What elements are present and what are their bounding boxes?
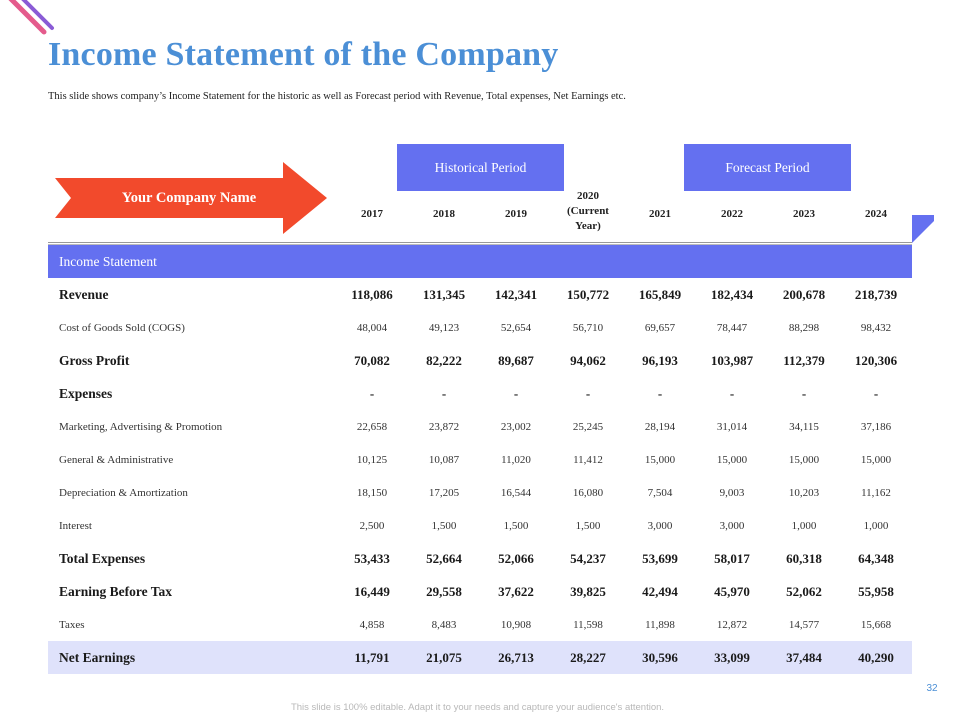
table-row	[48, 575, 912, 608]
row-label: General & Administrative	[59, 453, 174, 466]
table-cell: 28,227	[570, 649, 606, 665]
row-label: Cost of Goods Sold (COGS)	[59, 321, 185, 334]
table-cell: 11,412	[573, 453, 603, 466]
table-row	[48, 509, 912, 542]
table-cell: 33,099	[714, 649, 750, 665]
table-cell: 52,664	[426, 550, 462, 566]
table-cell: 31,014	[716, 420, 748, 433]
table-cell: 12,872	[716, 618, 748, 631]
table-cell: 29,558	[426, 583, 462, 599]
table-cell: -	[441, 385, 447, 401]
table-cell: 1,500	[575, 519, 601, 532]
company-name-label: Your Company Name	[121, 189, 257, 206]
table-cell: 16,449	[354, 583, 390, 599]
table-cell: 10,087	[428, 453, 460, 466]
table-cell: 150,772	[566, 286, 610, 302]
table-cell: 58,017	[714, 550, 750, 566]
historical-period-header: Historical Period	[397, 144, 564, 191]
table-cell: 89,687	[498, 352, 534, 368]
table-row	[48, 542, 912, 575]
table-cell: 37,622	[498, 583, 534, 599]
corner-tab-decoration	[912, 215, 934, 243]
table-cell: 1,000	[863, 519, 889, 532]
table-cell: 15,000	[788, 453, 820, 466]
table-cell: 64,348	[858, 550, 894, 566]
row-label: Gross Profit	[59, 352, 130, 368]
table-cell: 52,654	[500, 321, 532, 334]
table-cell: 15,000	[716, 453, 748, 466]
income-statement-section-header: Income Statement	[48, 245, 912, 278]
table-cell: 49,123	[428, 321, 460, 334]
table-cell: -	[657, 385, 663, 401]
table-cell: 78,447	[716, 321, 748, 334]
table-cell: 98,432	[860, 321, 892, 334]
year-header-2: 2019	[505, 208, 527, 220]
row-label: Taxes	[59, 618, 85, 631]
table-row	[48, 476, 912, 509]
table-cell: 120,306	[854, 352, 898, 368]
table-cell: 103,987	[710, 352, 754, 368]
table-cell: 131,345	[422, 286, 466, 302]
table-cell: 7,504	[647, 486, 673, 499]
table-cell: 10,203	[788, 486, 820, 499]
table-cell: 22,658	[356, 420, 388, 433]
year-header-4: 2021	[649, 208, 671, 220]
table-cell: 15,000	[860, 453, 892, 466]
table-cell: 16,080	[572, 486, 604, 499]
table-row	[48, 608, 912, 641]
row-label: Net Earnings	[59, 649, 136, 665]
row-label: Expenses	[59, 385, 113, 401]
table-cell: 55,958	[858, 583, 894, 599]
table-cell: 34,115	[789, 420, 819, 433]
table-cell: 11,898	[645, 618, 675, 631]
table-cell: 40,290	[858, 649, 894, 665]
table-cell: 1,500	[503, 519, 529, 532]
table-cell: 9,003	[719, 486, 745, 499]
year-header-0: 2017	[361, 208, 383, 220]
table-cell: 11,598	[573, 618, 603, 631]
table-cell: 21,075	[426, 649, 462, 665]
table-row	[48, 410, 912, 443]
table-cell: 14,577	[788, 618, 820, 631]
table-cell: 25,245	[572, 420, 604, 433]
table-cell: 18,150	[356, 486, 388, 499]
table-cell: 11,020	[501, 453, 531, 466]
table-cell: 42,494	[642, 583, 678, 599]
table-cell: 69,657	[644, 321, 676, 334]
table-cell: 11,791	[354, 649, 390, 665]
table-cell: -	[801, 385, 807, 401]
footer-note: This slide is 100% editable. Adapt it to your needs and capture your audience's attention.	[290, 702, 665, 713]
row-label: Depreciation & Amortization	[59, 486, 188, 499]
table-cell: 94,062	[570, 352, 606, 368]
corner-stripes-decoration	[0, 0, 60, 40]
table-cell: 30,596	[642, 649, 678, 665]
table-cell: 10,125	[356, 453, 388, 466]
table-cell: -	[873, 385, 879, 401]
row-label: Earning Before Tax	[59, 583, 173, 599]
table-cell: 15,668	[860, 618, 892, 631]
table-cell: 28,194	[644, 420, 676, 433]
header-divider	[48, 242, 912, 243]
page-subtitle: This slide shows company’s Income Statement for the historic as well as Forecast period with Revenue, Total expenses, Net Earnings etc.	[48, 91, 626, 102]
table-cell: 182,434	[710, 286, 754, 302]
table-cell: 1,500	[431, 519, 457, 532]
table-cell: 82,222	[426, 352, 462, 368]
table-cell: 218,739	[854, 286, 898, 302]
row-label: Interest	[59, 519, 92, 532]
year-header-6: 2023	[793, 208, 815, 220]
table-cell: 53,699	[642, 550, 678, 566]
year-header-5: 2022	[721, 208, 743, 220]
page-number: 32	[926, 683, 938, 694]
table-cell: 142,341	[494, 286, 538, 302]
table-cell: -	[513, 385, 519, 401]
table-cell: 200,678	[782, 286, 826, 302]
table-cell: 53,433	[354, 550, 390, 566]
table-cell: 52,066	[498, 550, 534, 566]
table-cell: 4,858	[359, 618, 385, 631]
table-cell: 112,379	[783, 352, 825, 368]
forecast-period-header: Forecast Period	[684, 144, 851, 191]
table-row	[48, 278, 912, 311]
table-cell: 11,162	[861, 486, 891, 499]
table-cell: 17,205	[428, 486, 460, 499]
table-cell: 56,710	[572, 321, 604, 334]
table-cell: 2,500	[359, 519, 385, 532]
table-cell: 15,000	[644, 453, 676, 466]
table-cell: 8,483	[431, 618, 457, 631]
table-cell: -	[369, 385, 375, 401]
table-cell: 3,000	[719, 519, 745, 532]
table-cell: 118,086	[351, 286, 393, 302]
table-cell: 16,544	[500, 486, 532, 499]
table-cell: 52,062	[786, 583, 822, 599]
year-header-3: 2020 (Current Year)	[567, 190, 609, 232]
table-cell: 48,004	[356, 321, 388, 334]
table-cell: 3,000	[647, 519, 673, 532]
table-cell: 23,002	[500, 420, 532, 433]
table-cell: 39,825	[570, 583, 606, 599]
table-cell: 96,193	[642, 352, 678, 368]
table-cell: 54,237	[570, 550, 606, 566]
table-row	[48, 377, 912, 410]
table-cell: 1,000	[791, 519, 817, 532]
table-cell: 10,908	[500, 618, 532, 631]
row-label: Revenue	[59, 286, 109, 302]
table-row	[48, 641, 912, 674]
year-header-1: 2018	[433, 208, 455, 220]
table-cell: 37,186	[860, 420, 892, 433]
table-cell: 23,872	[428, 420, 460, 433]
table-row	[48, 344, 912, 377]
table-row	[48, 443, 912, 476]
table-cell: 60,318	[786, 550, 822, 566]
table-cell: -	[729, 385, 735, 401]
table-cell: 70,082	[354, 352, 390, 368]
row-label: Total Expenses	[59, 550, 146, 566]
table-cell: 88,298	[788, 321, 820, 334]
table-cell: 37,484	[786, 649, 822, 665]
table-cell: 165,849	[638, 286, 682, 302]
table-cell: 45,970	[714, 583, 750, 599]
page-title: Income Statement of the Company	[48, 36, 559, 73]
row-label: Marketing, Advertising & Promotion	[59, 420, 223, 433]
table-cell: -	[585, 385, 591, 401]
year-header-7: 2024	[865, 208, 887, 220]
table-cell: 26,713	[498, 649, 534, 665]
table-row	[48, 311, 912, 344]
